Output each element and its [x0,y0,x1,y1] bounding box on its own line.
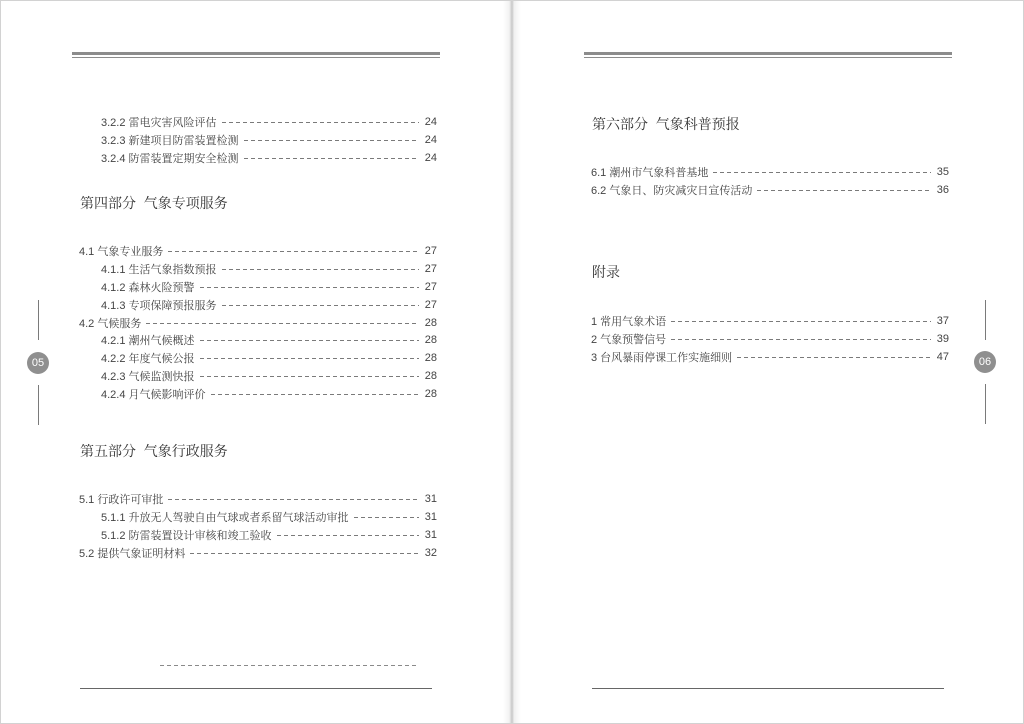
toc-leader [211,394,419,395]
toc-entry-label: 3.2.3 新建项目防雷装置检测 [101,135,239,147]
toc-section-entry [591,181,949,199]
toc-subsection-entry [79,278,437,296]
toc-leader [757,190,931,191]
toc-section-entry [591,312,949,330]
toc-entry-label: 2 气象预警信号 [591,334,667,346]
toc-entry-label: 5.1 行政许可审批 [79,494,164,506]
toc-leader [200,376,419,377]
toc-entry-label: 4.1.1 生活气象指数预报 [101,263,217,276]
toc-leader [200,287,419,288]
toc-page-number: 27 [424,262,437,275]
page-marker-line-top [985,300,986,340]
toc-subsection-entry [79,385,437,403]
toc-block-part6 [591,163,949,199]
toc-section-entry [79,314,437,332]
toc-leader [168,251,419,252]
toc-block-appendix [591,312,949,366]
toc-page-number: 27 [424,244,437,257]
toc-entry-label: 5.1.2 防雷装置设计审核和竣工验收 [101,530,272,542]
toc-entry-label: 4.1 气象专业服务 [79,245,164,258]
toc-page-number: 31 [424,511,437,523]
toc-page-number: 28 [424,316,437,329]
toc-section-entry [79,242,437,260]
toc-entry-label: 1 常用气象术语 [591,316,667,328]
toc-entry-label: 5.1.1 升放无人驾驶自由气球或者系留气球活动审批 [101,512,349,524]
toc-entry-label: 4.1.2 森林火险预警 [101,281,195,294]
page-number-badge: 06 [974,351,996,373]
toc-entry-label: 6.2 气象日、防灾减灾日宣传活动 [591,185,753,197]
toc-leader [222,305,419,306]
toc-leader [737,357,931,358]
toc-subsection-entry [79,367,437,385]
toc-section-entry [591,330,949,348]
toc-leader [222,122,419,123]
toc-entry-label: 4.2 气候服务 [79,317,142,330]
toc-leader [222,269,419,270]
toc-section-entry [79,544,437,562]
toc-leader [200,358,419,359]
toc-entry-label: 4.2.3 气候监测快报 [101,371,195,384]
toc-section-entry [79,490,437,508]
toc-page-number: 27 [424,298,437,311]
decorative-dashed-rule [160,665,418,666]
toc-subsection-entry [79,113,437,131]
toc-subsection-entry [79,508,437,526]
toc-page-number: 36 [936,184,949,196]
toc-subsection-entry [79,526,437,544]
toc-page-number: 31 [424,493,437,505]
footer-rule [80,688,432,689]
toc-entry-label: 4.2.1 潮州气候概述 [101,335,195,348]
header-rule-thick [72,52,440,55]
toc-entry-label: 5.2 提供气象证明材料 [79,548,186,560]
toc-entry-label: 3 台风暴雨停课工作实施细则 [591,352,733,364]
header-rule-thin [72,57,440,58]
toc-page-number: 47 [936,351,949,363]
header-rule-thin [584,57,952,58]
toc-section-entry [591,163,949,181]
toc-page-number: 28 [424,370,437,383]
toc-page-number: 24 [424,134,437,146]
toc-page-number: 28 [424,352,437,365]
toc-page-number: 37 [936,315,949,327]
toc-subsection-entry [79,131,437,149]
toc-subsection-entry [79,349,437,367]
toc-subsection-entry [79,260,437,278]
toc-leader [671,321,931,322]
book-spine-gutter [503,0,521,724]
toc-leader [244,140,419,141]
header-rule-thick [584,52,952,55]
toc-leader [244,158,419,159]
toc-page-number: 24 [424,116,437,128]
toc-subsection-entry [79,149,437,167]
page-marker-line-bottom [38,385,39,425]
part-heading: 第四部分 气象专项服务 [80,195,228,211]
page-marker-line-bottom [985,384,986,424]
page-marker-line-top [38,300,39,340]
toc-leader [146,323,419,324]
toc-page-number: 31 [424,529,437,541]
toc-block-part3-continued [79,113,437,167]
toc-entry-label: 4.2.4 月气候影响评价 [101,389,206,402]
appendix-heading: 附录 [592,264,620,280]
toc-leader [168,499,419,500]
toc-block-part4 [79,242,437,403]
toc-page-number: 24 [424,152,437,164]
toc-page-number: 28 [424,388,437,401]
toc-entry-label: 6.1 潮州市气象科普基地 [591,167,709,179]
toc-leader [354,517,419,518]
toc-leader [200,340,419,341]
toc-page-number: 27 [424,280,437,293]
toc-leader [713,172,931,173]
toc-page-number: 32 [424,547,437,559]
toc-leader [277,535,419,536]
toc-entry-label: 4.2.2 年度气候公报 [101,353,195,366]
toc-subsection-entry [79,296,437,314]
footer-rule [592,688,944,689]
part-heading: 第五部分 气象行政服务 [80,443,228,459]
toc-page-number: 28 [424,334,437,347]
toc-section-entry [591,348,949,366]
toc-page-number: 39 [936,333,949,345]
toc-page-number: 35 [936,166,949,178]
toc-leader [671,339,931,340]
right-page [512,0,1024,724]
toc-subsection-entry [79,331,437,349]
toc-entry-label: 3.2.2 雷电灾害风险评估 [101,117,217,129]
toc-entry-label: 4.1.3 专项保障预报服务 [101,299,217,312]
toc-leader [190,553,419,554]
toc-entry-label: 3.2.4 防雷装置定期安全检测 [101,153,239,165]
page-number-badge: 05 [27,352,49,374]
part-heading: 第六部分 气象科普预报 [592,116,740,132]
toc-block-part5 [79,490,437,562]
